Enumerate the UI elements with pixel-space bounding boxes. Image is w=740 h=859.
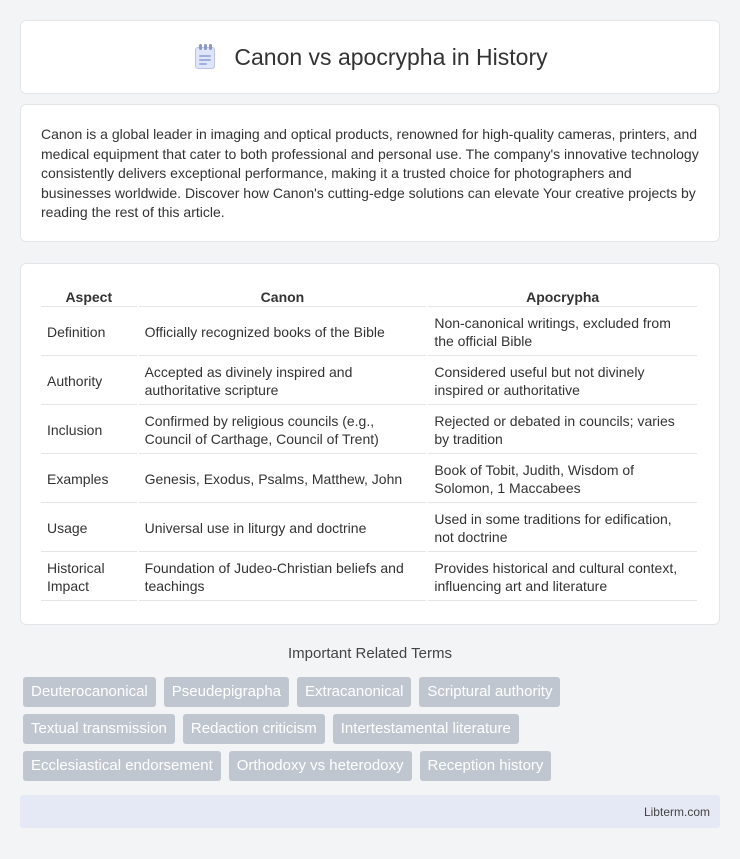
footer bbox=[20, 795, 720, 828]
row-canon: Genesis, Exodus, Psalms, Matthew, John bbox=[139, 456, 427, 503]
notepad-icon bbox=[192, 44, 218, 70]
row-apocrypha: Rejected or debated in councils; varies by tradition bbox=[428, 407, 697, 454]
row-aspect: Authority bbox=[41, 358, 137, 405]
row-apocrypha: Provides historical and cultural context, influencing art and literature bbox=[428, 554, 697, 601]
tag-textual-transmission[interactable]: Textual transmission bbox=[23, 714, 175, 744]
row-aspect: Usage bbox=[41, 505, 137, 552]
table-row bbox=[41, 309, 697, 356]
intro-card bbox=[20, 104, 720, 242]
header-apocrypha: Apocrypha bbox=[428, 284, 697, 307]
tag-ecclesiastical-endorsement[interactable]: Ecclesiastical endorsement bbox=[23, 751, 221, 781]
row-canon: Accepted as divinely inspired and authoritative scripture bbox=[139, 358, 427, 405]
table-row bbox=[41, 358, 697, 405]
tag-orthodoxy-vs-heterodoxy[interactable]: Orthodoxy vs heterodoxy bbox=[229, 751, 412, 781]
header-canon: Canon bbox=[139, 284, 427, 307]
related-terms-heading: Important Related Terms bbox=[288, 645, 452, 662]
tag-scriptural-authority[interactable]: Scriptural authority bbox=[419, 677, 560, 707]
row-aspect: Inclusion bbox=[41, 407, 137, 454]
table-row bbox=[41, 456, 697, 503]
row-aspect: Definition bbox=[41, 309, 137, 356]
related-terms-section bbox=[20, 645, 720, 781]
comparison-card bbox=[20, 263, 720, 625]
tag-pseudepigrapha[interactable]: Pseudepigrapha bbox=[164, 677, 289, 707]
page-title: Canon vs apocrypha in History bbox=[234, 43, 548, 70]
table-row bbox=[41, 505, 697, 552]
tag-redaction-criticism[interactable]: Redaction criticism bbox=[183, 714, 325, 744]
table-row bbox=[41, 407, 697, 454]
tag-reception-history[interactable]: Reception history bbox=[420, 751, 552, 781]
title-card bbox=[20, 20, 720, 94]
table-row bbox=[41, 554, 697, 601]
row-canon: Officially recognized books of the Bible bbox=[139, 309, 427, 356]
row-apocrypha: Used in some traditions for edification, not doctrine bbox=[428, 505, 697, 552]
row-canon: Confirmed by religious councils (e.g., Council of Carthage, Council of Trent) bbox=[139, 407, 427, 454]
row-apocrypha: Book of Tobit, Judith, Wisdom of Solomon, 1 Maccabees bbox=[428, 456, 697, 503]
tag-intertestamental-literature[interactable]: Intertestamental literature bbox=[333, 714, 519, 744]
row-apocrypha: Considered useful but not divinely inspired or authoritative bbox=[428, 358, 697, 405]
row-canon: Universal use in liturgy and doctrine bbox=[139, 505, 427, 552]
comparison-table bbox=[39, 282, 699, 603]
row-aspect: Historical Impact bbox=[41, 554, 137, 601]
footer-site-link[interactable]: Libterm.com bbox=[643, 804, 710, 819]
tag-extracanonical[interactable]: Extracanonical bbox=[297, 677, 411, 707]
intro-text: Canon is a global leader in imaging and optical products, renowned for high-quality cameras, printers, and medical equipment that cater to both professional and personal use. The company's innovative technology consistently delivers exceptional performance, making it a trusted choice for photographers and businesses worldwide. Discover how Canon's cutting-edge solutions can elevate Your creative projects by reading the rest of this article. bbox=[41, 126, 699, 220]
header-aspect: Aspect bbox=[41, 284, 137, 307]
tag-list bbox=[20, 677, 720, 781]
row-apocrypha: Non-canonical writings, excluded from the official Bible bbox=[428, 309, 697, 356]
table-header-row bbox=[41, 284, 697, 307]
tag-deuterocanonical[interactable]: Deuterocanonical bbox=[23, 677, 156, 707]
row-canon: Foundation of Judeo-Christian beliefs and teachings bbox=[139, 554, 427, 601]
row-aspect: Examples bbox=[41, 456, 137, 503]
